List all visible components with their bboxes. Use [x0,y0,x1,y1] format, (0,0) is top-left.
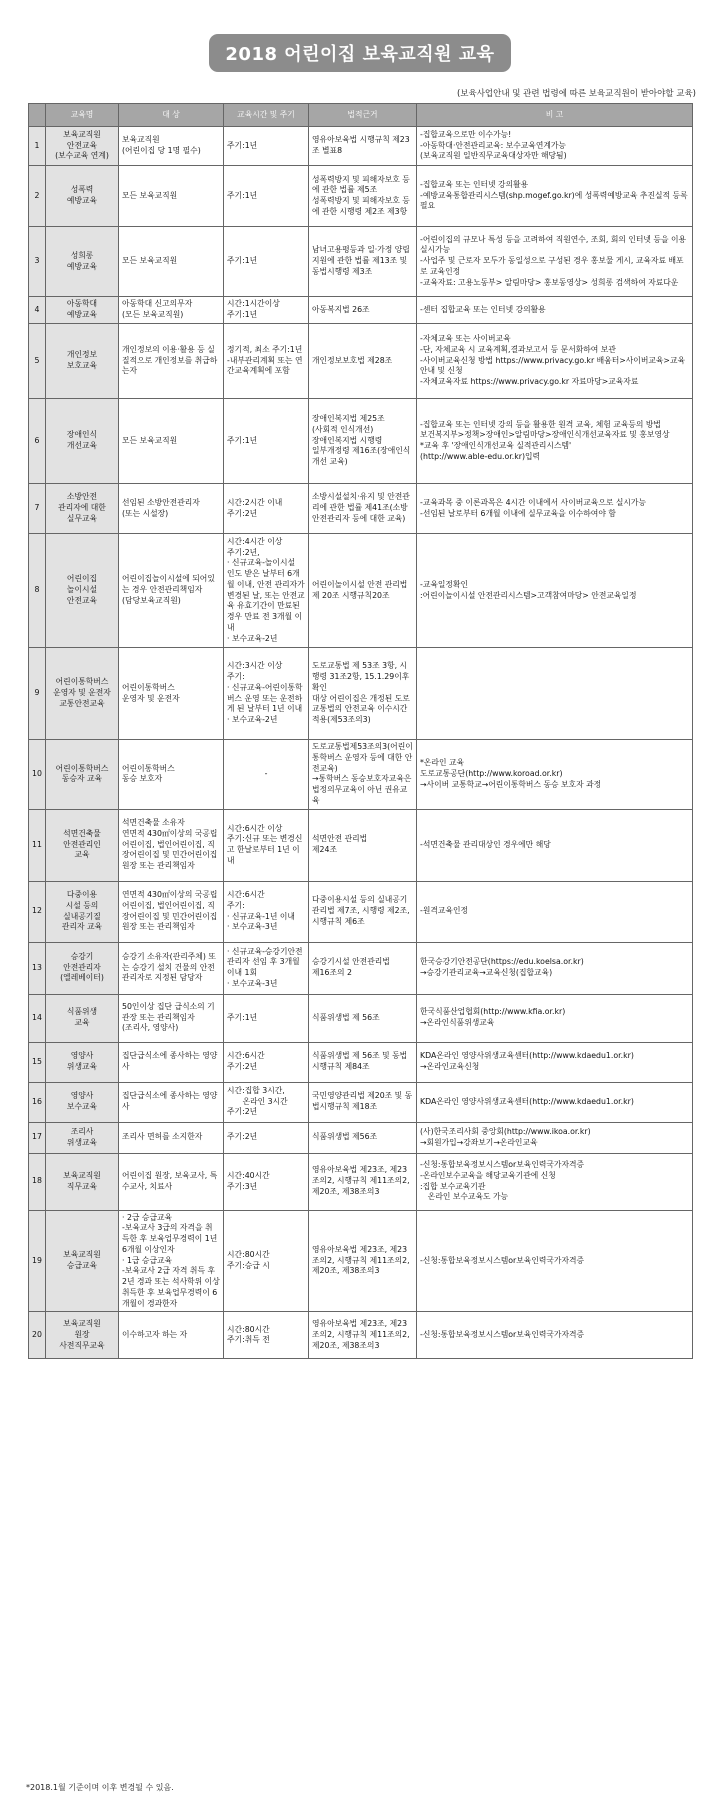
header-legal-basis: 법적근거 [309,104,417,127]
note-cell [417,648,693,740]
table-row [29,534,693,648]
legal-basis-cell: 영유아보육법 제23조, 제23조의2, 시행규칙 제11조의2, 제20조, 제38조의3 [309,1312,417,1359]
target-cell: 선임된 소방안전관리자 (또는 시설장) [119,484,224,534]
note-cell: -신청:통합보육정보시스템or보육인력국가자격증 [417,1210,693,1312]
legal-basis-cell: 장애인복지법 제25조 (사회적 인식개선) 장애인복지법 시행령 일부개정령 제16조(장애인식개선 교육) [309,399,417,484]
table-body [29,127,693,1359]
row-number: 14 [29,994,46,1042]
row-number: 20 [29,1312,46,1359]
target-cell: 어린이집놀이시설에 되어있는 경우 안전관리책임자 (담당보육교직원) [119,534,224,648]
course-name: 성희롱 예방교육 [46,227,119,297]
course-name: 장애인식 개선교육 [46,399,119,484]
legal-basis-cell: 남녀고용평등과 일·가정 양립지원에 관한 법률 제13조 및 동법시행령 제3조 [309,227,417,297]
time-cycle-cell: 정기적, 최소 주기:1년 -내부관리계획 또는 연간교육계획에 포함 [224,324,309,399]
legal-basis-cell: 식품위생법 제 56조 [309,994,417,1042]
time-cycle-cell: 주기:1년 [224,399,309,484]
legal-basis-cell: 개인정보보호법 제28조 [309,324,417,399]
time-cycle-cell: 주기:1년 [224,166,309,227]
time-cycle-cell: 시간:40시간 주기:3년 [224,1153,309,1210]
table-row [29,1122,693,1153]
time-cycle-cell: 시간:집합 3시간, 온라인 3시간 주기:2년 [224,1082,309,1122]
header-target: 대 상 [119,104,224,127]
time-cycle-cell: 시간:2시간 이내 주기:2년 [224,484,309,534]
course-name: 보육교직원 원장 사전직무교육 [46,1312,119,1359]
row-number: 8 [29,534,46,648]
row-number: 11 [29,809,46,881]
title-area [0,34,720,72]
course-name: 석면건축물 안전관리인 교육 [46,809,119,881]
header-no [29,104,46,127]
note-cell: 한국승강기안전공단(https://edu.koelsa.or.kr) →승강기관리교육→교육신청(집합교육) [417,942,693,994]
table-row [29,227,693,297]
time-cycle-cell: 시간:4시간 이상 주기:2년, · 신규교육-놀이시설 인도 받은 날부터 6개월 이내, 안전 관리자가 변경된 날, 또는 안전교육 유효기간이 만료된 경우 만료 전 3개월 이내 · 보수교육-2년 [224,534,309,648]
table-row [29,127,693,166]
table-row [29,166,693,227]
footnote: *2018.1월 기준이며 이후 변경될 수 있음. [26,1783,174,1792]
note-cell: -집합교육으로만 이수가능! -아동학대·안전관리교육: 보수교육연계가능 (보육교직원 일반직무교육대상자만 해당됨) [417,127,693,166]
course-name: 보육교직원 직무교육 [46,1153,119,1210]
row-number: 18 [29,1153,46,1210]
header-time-cycle: 교육시간 및 주기 [224,104,309,127]
target-cell: 아동학대 신고의무자 (모든 보육교직원) [119,297,224,324]
course-name: 영양사 보수교육 [46,1082,119,1122]
target-cell: 조리사 면허를 소지한자 [119,1122,224,1153]
target-cell: 어린이집 원장, 보육교사, 특수교사, 치료사 [119,1153,224,1210]
table-row [29,740,693,810]
time-cycle-cell: · 신규교육-승강기안전관리자 선임 후 3개월 이내 1회 · 보수교육-3년 [224,942,309,994]
course-name: 승강기 안전관리자 (엘레베이터) [46,942,119,994]
row-number: 17 [29,1122,46,1153]
target-cell: 이수하고자 하는 자 [119,1312,224,1359]
target-cell: 집단급식소에 종사하는 영양사 [119,1082,224,1122]
table-row [29,1312,693,1359]
note-cell: -신청:통합보육정보시스템or보육인력국가자격증 [417,1312,693,1359]
row-number: 9 [29,648,46,740]
note-cell: -신청:통합보육정보시스템or보육인력국가자격증 -온라인보수교육을 해당교육기관에 신청 :집합 보수교육기관 온라인 보수교육도 가능 [417,1153,693,1210]
course-name: 소방안전 관리자에 대한 실무교육 [46,484,119,534]
note-cell: -자체교육 또는 사이버교육 -단, 자체교육 시 교육계획,결과보고서 등 문서화하여 보관 -사이버교육신청 방법 https://www.privacy.go.kr 배움터>사이버교육>교육안내 및 신청 -자체교육자료 https://www.privacy.go.kr 자료마당>교육자료 [417,324,693,399]
legal-basis-cell: 영유아보육법 제23조, 제23조의2, 시행규칙 제11조의2, 제20조, 제38조의3 [309,1210,417,1312]
course-name: 식품위생 교육 [46,994,119,1042]
course-name: 조리사 위생교육 [46,1122,119,1153]
row-number: 5 [29,324,46,399]
course-name: 보육교직원 승급교육 [46,1210,119,1312]
legal-basis-cell: 성폭력방지 및 피해자보호 등에 관한 법률 제5조 성폭력방지 및 피해자보호 등에 관한 시행령 제2조 제3항 [309,166,417,227]
time-cycle-cell: 시간:80시간 주기:승급 시 [224,1210,309,1312]
row-number: 12 [29,881,46,942]
row-number: 2 [29,166,46,227]
target-cell: 개인정보의 이용·활용 등 실질적으로 개인정보를 취급하는자 [119,324,224,399]
target-cell: 어린이통학버스 동승 보호자 [119,740,224,810]
note-cell: -어린이집의 규모나 특성 등을 고려하여 직원연수, 조회, 회의 인터넷 등을 이용실시가능 -사업주 및 근로자 모두가 동일성으로 구성된 경우 홍보물 게시, 교육자료 배포로 교육인정 -교육자료: 고용노동부> 알림마당> 홍보동영상> 성희롱 검색하여 자료다운 [417,227,693,297]
table-row [29,1153,693,1210]
course-name: 보육교직원 안전교육 (보수교육 연계) [46,127,119,166]
legal-basis-cell: 승강기시설 안전관리법 제16조의 2 [309,942,417,994]
target-cell: 연면적 430㎡이상의 국공립어린이집, 법인어린이집, 직장어린이집 및 민간어린이집 원장 또는 관리책임자 [119,881,224,942]
legal-basis-cell: 소방시설설치·유지 및 안전관리에 관한 법률 제41조(소방안전관리자 등에 대한 교육) [309,484,417,534]
legal-basis-cell: 다중이용시설 등의 실내공기관리법 제7조, 시행령 제2조, 시행규칙 제6조 [309,881,417,942]
target-cell: 집단급식소에 종사하는 영양사 [119,1042,224,1082]
time-cycle-cell: 시간:6시간 주기:2년 [224,1042,309,1082]
table-header-row [29,104,693,127]
table-row [29,399,693,484]
note-cell: 한국식품산업협회(http://www.kfia.or.kr) →온라인식품위생교육 [417,994,693,1042]
target-cell: 석면건축물 소유자 연면적 430㎡이상의 국공립어린이집, 법인어린이집, 직장어린이집 및 민간어린이집 원장 또는 관리책임자 [119,809,224,881]
legal-basis-cell: 석면안전 관리법 제24조 [309,809,417,881]
row-number: 16 [29,1082,46,1122]
time-cycle-cell: - [224,740,309,810]
page-title: 2018 어린이집 보육교직원 교육 [209,34,510,72]
row-number: 4 [29,297,46,324]
course-name: 성폭력 예방교육 [46,166,119,227]
note-cell: -원격교육인정 [417,881,693,942]
table-row [29,648,693,740]
table-row [29,1082,693,1122]
table-row [29,881,693,942]
course-name: 다중이용 시설 등의 실내공기질 관리자 교육 [46,881,119,942]
target-cell: · 2급 승급교육 -보육교사 3급의 자격을 취득한 후 보육업무경력이 1년6개월 이상인자 · 1급 승급교육 -보육교사 2급 자격 취득 후 2년 경과 또는 석사학위 이상 취득한 후 보육업무경력이 6개월이 경과한자 [119,1210,224,1312]
time-cycle-cell: 주기:1년 [224,994,309,1042]
legal-basis-cell: 영유아보육법 제23조, 제23조의2, 시행규칙 제11조의2, 제20조, 제38조의3 [309,1153,417,1210]
row-number: 6 [29,399,46,484]
course-name: 어린이통학버스 동승자 교육 [46,740,119,810]
time-cycle-cell: 시간:3시간 이상 주기: · 신규교육-어린이통학버스 운영 또는 운전하게 된 날부터 1년 이내 · 보수교육-2년 [224,648,309,740]
note-cell: KDA온라인 영양사위생교육센터(http://www.kdaedu1.or.kr) [417,1082,693,1122]
header-course-name: 교육명 [46,104,119,127]
legal-basis-cell: 식품위생법 제56조 [309,1122,417,1153]
row-number: 10 [29,740,46,810]
course-name: 어린이통학버스 운영자 및 운전자 교통안전교육 [46,648,119,740]
note-cell: -교육과목 중 이론과목은 4시간 이내에서 사이버교육으로 실시가능 -선임된 날로부터 6개월 이내에 실무교육을 이수하여야 함 [417,484,693,534]
target-cell: 어린이통학버스 운영자 및 운전자 [119,648,224,740]
note-cell: -집합교육 또는 인터넷 강의 등을 활용한 원격 교육, 체험 교육등의 방법 보건복지부>정책>장애인>알림마당>장애인식개선교육자료 및 홍보영상 *교육 후 '장애인식개선교육 실적관리시스템' (http://www.able-edu.or.kr)입력 [417,399,693,484]
target-cell: 50인이상 집단 급식소의 기관장 또는 관리책임자 (조리사, 영양사) [119,994,224,1042]
legal-basis-cell: 어린이놀이시설 안전 관리법 제 20조 시행규칙20조 [309,534,417,648]
row-number: 1 [29,127,46,166]
time-cycle-cell: 시간:1시간이상 주기:1년 [224,297,309,324]
education-table [28,103,693,1359]
table-row [29,324,693,399]
time-cycle-cell: 주기:1년 [224,227,309,297]
table-row [29,942,693,994]
table-row [29,484,693,534]
header-note: 비 고 [417,104,693,127]
table-row [29,994,693,1042]
row-number: 13 [29,942,46,994]
row-number: 15 [29,1042,46,1082]
table-row [29,1042,693,1082]
note-cell: -집합교육 또는 인터넷 강의활용 -예방교육통합관리시스템(shp.mogef.go.kr)에 성폭력예방교육 추진실적 등록 필요 [417,166,693,227]
target-cell: 승강기 소유자(관리주체) 또는 승강기 설치 건물의 안전관리자로 지정된 담당자 [119,942,224,994]
legal-basis-cell: 도로교통법제53조의3(어린이통학버스 운영자 등에 대한 안전교육) →통학버스 동승보호자교육은 법정의무교육이 아닌 권유교육 [309,740,417,810]
table-row [29,1210,693,1312]
time-cycle-cell: 시간:6시간 주기: · 신규교육-1년 이내 · 보수교육-3년 [224,881,309,942]
time-cycle-cell: 주기:1년 [224,127,309,166]
target-cell: 모든 보육교직원 [119,399,224,484]
legal-basis-cell: 식품위생법 제 56조 및 동법 시행규칙 제84조 [309,1042,417,1082]
note-cell: -센터 집합교육 또는 인터넷 강의활용 [417,297,693,324]
row-number: 7 [29,484,46,534]
note-cell: -석면건축물 관리대상인 경우에만 해당 [417,809,693,881]
table-row [29,809,693,881]
note-cell: KDA온라인 영양사위생교육센터(http://www.kdaedu1.or.kr) →온라인교육신청 [417,1042,693,1082]
target-cell: 모든 보육교직원 [119,227,224,297]
row-number: 3 [29,227,46,297]
page-subtitle: (보육사업안내 및 관련 법령에 따른 보육교직원이 받아야할 교육) [456,89,696,99]
note-cell: *온라인 교육 도로교통공단(http://www.koroad.or.kr) →사이버 교통학교→어린이통학버스 동승 보호자 과정 [417,740,693,810]
course-name: 영양사 위생교육 [46,1042,119,1082]
time-cycle-cell: 주기:2년 [224,1122,309,1153]
legal-basis-cell: 국민영양관리법 제20조 및 동법시행규칙 제18조 [309,1082,417,1122]
time-cycle-cell: 시간:80시간 주기:취득 전 [224,1312,309,1359]
target-cell: 보육교직원 (어린이집 당 1명 필수) [119,127,224,166]
note-cell: -교육일정확인 :어린이놀이시설 안전관리시스템>고객참여마당> 안전교육일정 [417,534,693,648]
course-name: 개인정보 보호교육 [46,324,119,399]
table-row [29,297,693,324]
course-name: 어린이집 놀이시설 안전교육 [46,534,119,648]
legal-basis-cell: 영유아보육법 시행규칙 제23조 별표8 [309,127,417,166]
note-cell: (사)한국조리사회 중앙회(http://www.ikoa.or.kr) →회원가입→강좌보기→온라인교육 [417,1122,693,1153]
row-number: 19 [29,1210,46,1312]
legal-basis-cell: 도로교통법 제 53조 3항, 시행령 31조2항, 15.1.29이후확인 대상 어린이집은 개정된 도로교통법의 안전교육 이수시간적용(제53조의3) [309,648,417,740]
legal-basis-cell: 아동복지법 26조 [309,297,417,324]
target-cell: 모든 보육교직원 [119,166,224,227]
course-name: 아동학대 예방교육 [46,297,119,324]
time-cycle-cell: 시간:6시간 이상 주기:신규 또는 변경신고 한날로부터 1년 이내 [224,809,309,881]
